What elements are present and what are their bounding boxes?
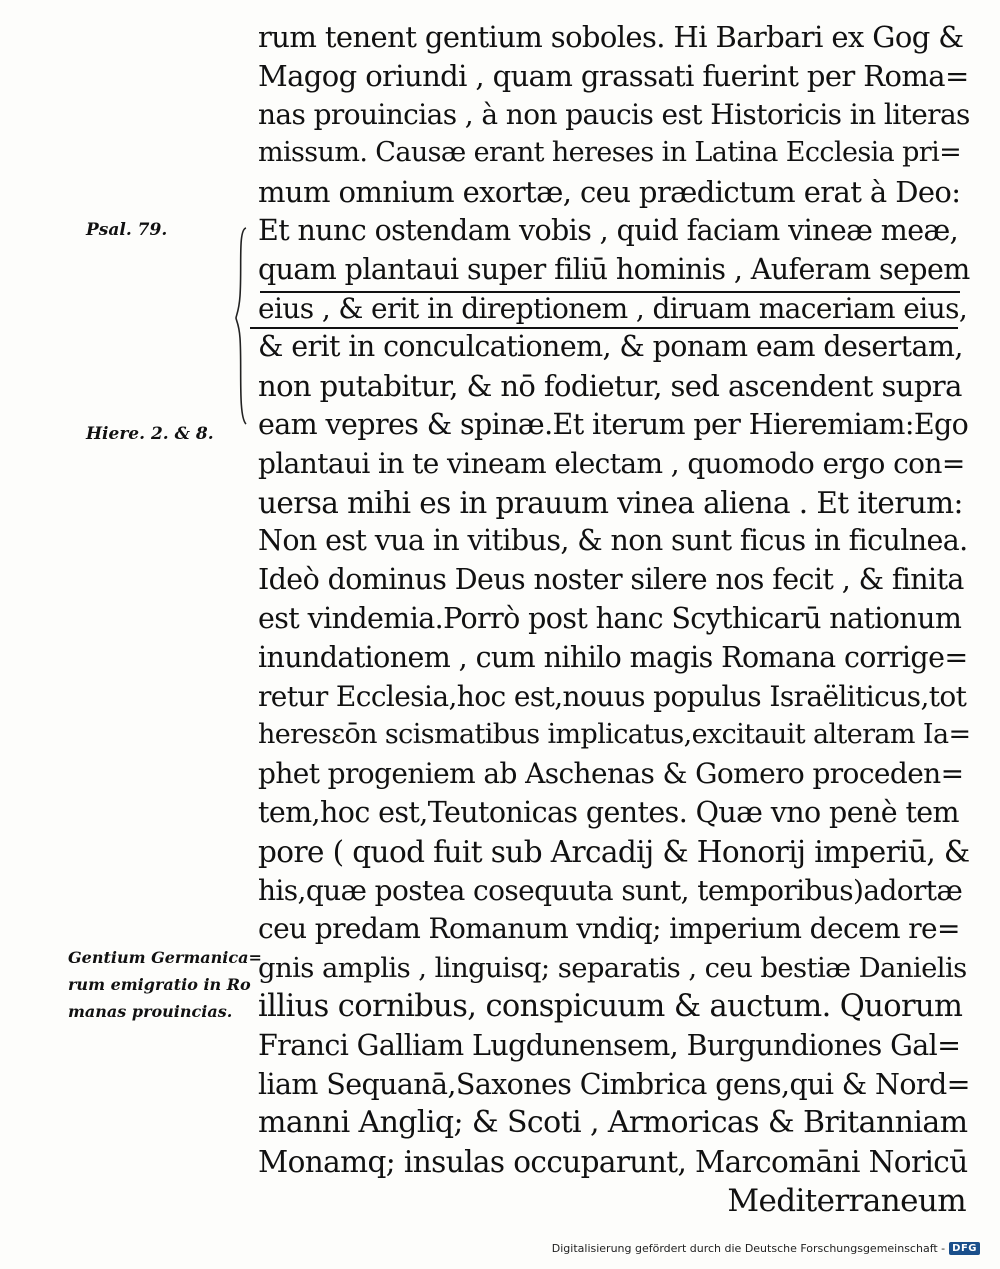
text-line: tem,hoc est,Teutonicas gentes. Quæ vno penè tem — [258, 795, 959, 829]
text-line: & erit in conculcationem, & ponam eam desertam, — [258, 330, 963, 364]
text-line: retur Ecclesia,hoc est,nouus populus Israëliticus,tot — [258, 679, 967, 713]
text-line: Franci Galliam Lugdunensem, Burgundiones Gal= — [258, 1028, 961, 1062]
dfg-logo: DFG — [949, 1242, 980, 1255]
text-line: phet progeniem ab Aschenas & Gomero proceden= — [258, 757, 964, 791]
text-line: rum tenent gentium soboles. Hi Barbari ex Gog & — [258, 20, 964, 54]
margin-note-jeremiah: Hiere. 2. & 8. — [86, 424, 214, 444]
text-line: Et nunc ostendam vobis , quid faciam vineæ meæ, — [258, 213, 959, 247]
text-line: illius cornibus, conspicuum & auctum. Quorum — [258, 988, 963, 1024]
catchword: Mediterraneum — [727, 1182, 966, 1219]
text-line: Non est vua in vitibus, & non sunt ficus in ficulnea. — [258, 524, 968, 558]
main-text-block — [258, 18, 970, 1221]
margin-note-gentium — [68, 944, 262, 1025]
text-line: gnis amplis , linguisq; separatis , ceu bestiæ Danielis — [258, 952, 967, 985]
text-line: quam plantaui super filiū hominis , Auferam sepem — [258, 252, 970, 286]
text-line: Magog oriundi , quam grassati fuerint per Roma= — [258, 58, 969, 93]
text-line: nas prouincias , à non paucis est Historicis in literas — [258, 97, 970, 131]
bracket-mark — [234, 226, 248, 426]
text-line: ceu predam Romanum vndiq; imperium decem re= — [258, 912, 960, 946]
text-line: plantaui in te vineam electam , quomodo ergo con= — [258, 446, 965, 480]
text-line: mum omnium exortæ, ceu prædictum erat à Deo: — [258, 175, 961, 210]
margin-note-gentium-line: Gentium Germanica= — [68, 948, 262, 967]
digitization-credit — [552, 1242, 980, 1255]
margin-note-psalm: Psal. 79. — [86, 220, 168, 240]
text-line: his,quæ postea cosequuta sunt, temporibus)adortæ — [258, 873, 963, 907]
footer-text: Digitalisierung gefördert durch die Deutsche Forschungsgemeinschaft - — [551, 1242, 946, 1255]
text-line: eius , & erit in direptionem , diruam maceriam eius, — [258, 291, 968, 325]
text-line: uersa mihi es in prauum vinea aliena . Et iterum: — [258, 485, 963, 520]
text-line: heresεōn scismatibus implicatus,excitauit alteram Ia= — [258, 719, 971, 751]
text-line: Monamq; insulas occuparunt, Marcomāni Noricū — [258, 1145, 968, 1180]
text-line: non putabitur, & nō fodietur, sed ascendent supra — [258, 369, 962, 404]
text-line: pore ( quod fuit sub Arcadij & Honorij imperiū, & — [258, 834, 970, 869]
margin-note-gentium-line: manas prouincias. — [68, 1002, 233, 1021]
margin-note-gentium-line: rum emigratio in Ro — [68, 975, 251, 994]
text-line: manni Angliq; & Scoti , Armoricas & Britanniam — [258, 1105, 968, 1141]
text-line: missum. Causæ erant hereses in Latina Ecclesia pri= — [258, 137, 962, 169]
text-line: Ideò dominus Deus noster silere nos fecit , & finita — [258, 563, 964, 597]
text-line: inundationem , cum nihilo magis Romana corrige= — [258, 640, 968, 674]
text-line: liam Sequanā,Saxones Cimbrica gens,qui & Nord= — [258, 1067, 970, 1101]
text-line: est vindemia.Porrò post hanc Scythicarū nationum — [258, 601, 962, 635]
text-line: eam vepres & spinæ.Et iterum per Hieremiam:Ego — [258, 407, 969, 441]
